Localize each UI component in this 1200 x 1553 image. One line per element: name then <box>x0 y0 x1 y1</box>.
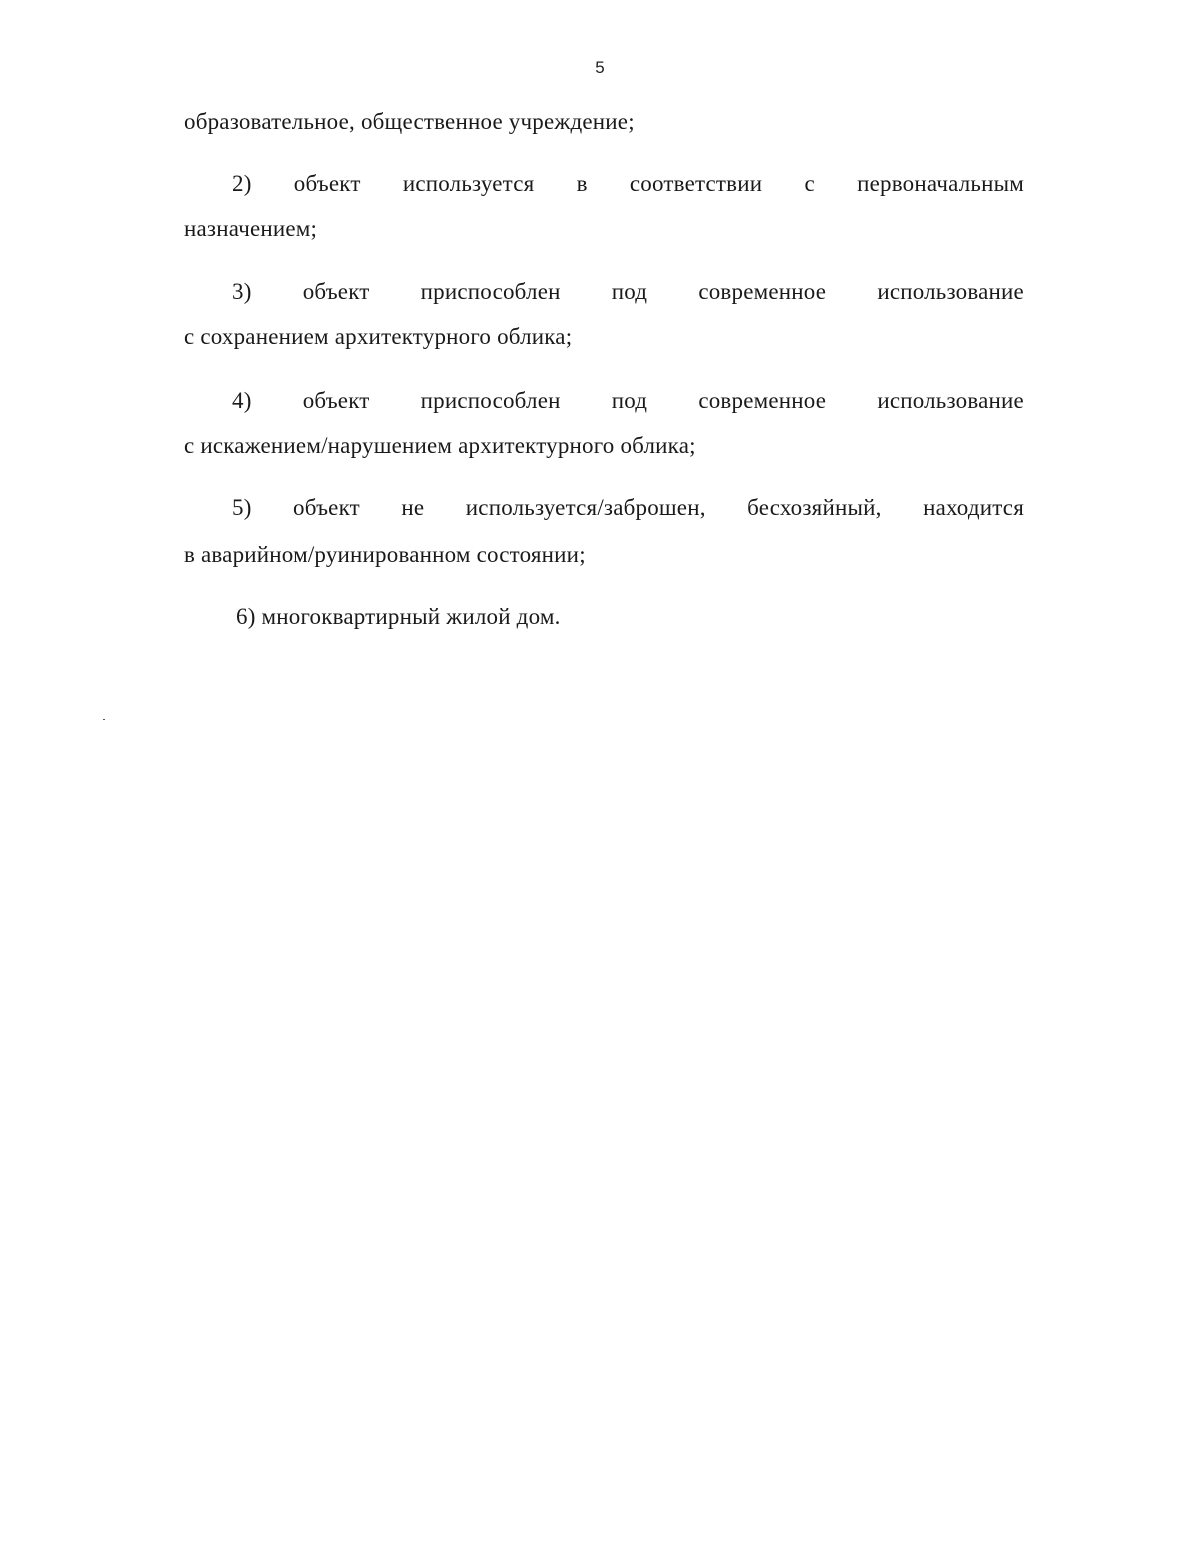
word: объект <box>302 279 370 304</box>
word: объект <box>302 388 370 413</box>
word: бесхозяйный, <box>747 495 882 520</box>
scan-speck <box>103 719 105 720</box>
word: современное <box>698 279 827 304</box>
word: 4) <box>232 388 252 413</box>
list-item-5-first-line <box>232 494 1024 522</box>
word: находится <box>923 495 1024 520</box>
word: использование <box>877 388 1024 413</box>
list-item-4-second-line: с искажением/нарушением архитектурного облика; <box>184 433 696 458</box>
word: в <box>576 171 588 196</box>
list-item-2-second-line: назначением; <box>184 216 318 241</box>
list-item-3-second-line: с сохранением архитектурного облика; <box>184 324 573 349</box>
word: приспособлен <box>420 279 561 304</box>
word: 5) <box>232 495 252 520</box>
word: с <box>804 171 815 196</box>
word: объект <box>293 495 360 520</box>
word: под <box>611 279 648 304</box>
paragraph-continuation: образовательное, общественное учреждение; <box>184 109 635 134</box>
word: использование <box>877 279 1024 304</box>
list-item-6: 6) многоквартирный жилой дом. <box>236 604 561 629</box>
word: 2) <box>232 171 252 196</box>
word: под <box>611 388 648 413</box>
word: 3) <box>232 279 252 304</box>
word: объект <box>293 171 361 196</box>
word: используется/заброшен, <box>465 495 706 520</box>
word: современное <box>698 388 827 413</box>
list-item-4-first-line <box>232 387 1024 415</box>
list-item-5-second-line: в аварийном/руинированном состоянии; <box>184 542 586 567</box>
word: соответствии <box>629 171 763 196</box>
list-item-2-first-line <box>232 170 1024 198</box>
word: используется <box>402 171 535 196</box>
list-item-3-first-line <box>232 278 1024 306</box>
page-number: 5 <box>595 58 605 77</box>
word: не <box>401 495 425 520</box>
word: приспособлен <box>420 388 561 413</box>
word: первоначальным <box>857 171 1024 196</box>
